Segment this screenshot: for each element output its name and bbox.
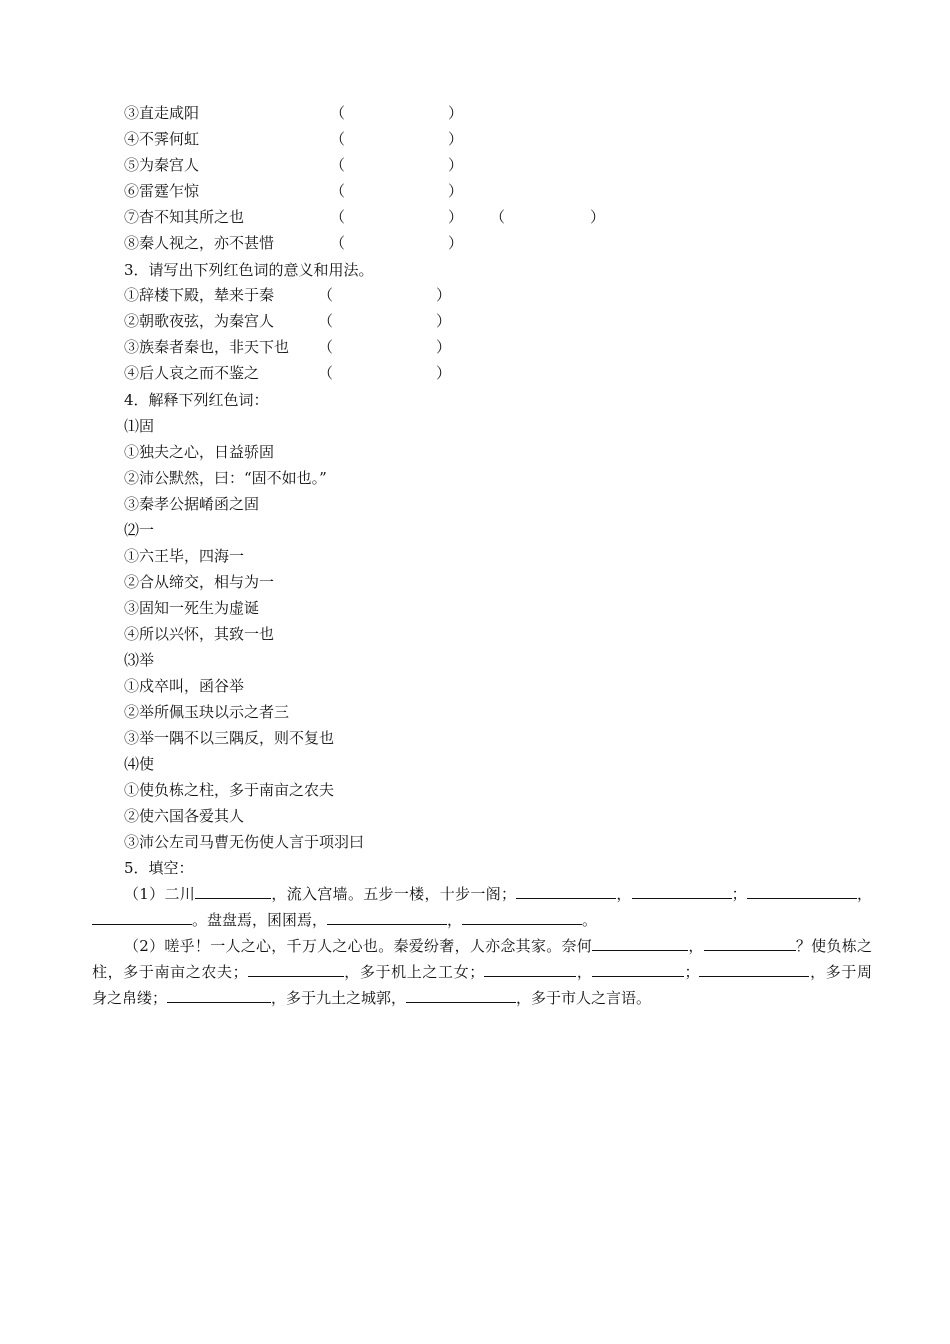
list-item: ③族秦者秦也，非天下也 [124,338,290,356]
fill-blank[interactable] [248,960,344,977]
group-heading: ⑴固 [124,417,155,435]
list-item: ①使负栋之柱，多于南亩之农夫 [124,781,335,799]
list-item: ①独夫之心，日益骄固 [124,443,275,461]
list-item: ①辞楼下殿，辇来于秦 [124,286,275,304]
answer-paren-open: （ [330,208,346,226]
answer-paren-close: ） [436,364,452,382]
answer-paren-open: （ [318,338,334,356]
list-item: ②使六国各爱其人 [124,807,245,825]
list-item: ②沛公默然，曰：“固不如也。” [124,469,327,487]
group-heading: ⑷使 [124,755,155,773]
q5-paragraph-2: （2）嗟乎！一人之心，千万人之心也。秦爱纷奢，人亦念其家。奈何 ， ？使负栋之柱，多于南亩之农夫； ，多于机上之工女； ， ； ，多于周身之帛缕； ，多于九土之城郭， ，多于市人之言语。 [92,933,872,1011]
q5-title: 5．填空： [124,859,194,877]
answer-paren-close: ） [436,312,452,330]
fill-blank[interactable] [632,882,732,899]
fill-blank[interactable] [406,986,516,1003]
answer-paren-close: ） [436,338,452,356]
answer-paren-open: （ [330,130,346,148]
fill-blank[interactable] [167,986,271,1003]
list-item: ③直走咸阳 [124,104,200,122]
list-item: ③沛公左司马曹无伤使人言于项羽曰 [124,833,365,851]
group-heading: ⑶举 [124,651,155,669]
answer-paren-open: （ [330,234,346,252]
answer-paren-close: ） [448,208,464,226]
answer-paren-open: （ [318,364,334,382]
list-item: ⑦杳不知其所之也 [124,208,245,226]
list-item: ⑤为秦宫人 [124,156,200,174]
list-item: ④后人哀之而不鉴之 [124,364,260,382]
list-item: ⑥雷霆乍惊 [124,182,200,200]
answer-paren-open: （ [330,182,346,200]
list-item: ③固知一死生为虚诞 [124,599,260,617]
list-item: ②合从缔交，相与为一 [124,573,275,591]
answer-paren-open: （ [330,156,346,174]
answer-paren-close: ） [590,208,606,226]
q3-title: 3．请写出下列红色词的意义和用法。 [124,261,374,279]
list-item: ③举一隅不以三隅反，则不复也 [124,729,335,747]
fill-blank[interactable] [592,960,684,977]
fill-blank[interactable] [327,908,447,925]
answer-paren-close: ） [448,156,464,174]
fill-blank[interactable] [704,934,796,951]
fill-blank[interactable] [92,908,192,925]
answer-paren-open: （ [330,104,346,122]
answer-paren-open: （ [318,286,334,304]
group-heading: ⑵一 [124,521,155,539]
fill-blank[interactable] [592,934,688,951]
list-item: ⑧秦人视之，亦不甚惜 [124,234,275,252]
q5-paragraph-1: （1）二川 ，流入宫墙。五步一楼，十步一阁； ， ； ，。盘盘焉，囷囷焉， ， 。 [92,881,872,933]
list-item: ①戍卒叫，函谷举 [124,677,245,695]
list-item: ③秦孝公据崤函之固 [124,495,260,513]
fill-blank[interactable] [195,882,271,899]
list-item: ④不霁何虹 [124,130,200,148]
fill-blank[interactable] [699,960,809,977]
fill-blank[interactable] [462,908,582,925]
answer-paren-close: ） [448,234,464,252]
answer-paren-open: （ [490,208,506,226]
list-item: ②举所佩玉玦以示之者三 [124,703,290,721]
fill-blank[interactable] [516,882,616,899]
list-item: ④所以兴怀，其致一也 [124,625,275,643]
answer-paren-close: ） [448,182,464,200]
answer-paren-close: ） [436,286,452,304]
list-item: ②朝歌夜弦，为秦宫人 [124,312,275,330]
answer-paren-close: ） [448,130,464,148]
list-item: ①六王毕，四海一 [124,547,245,565]
answer-paren-close: ） [448,104,464,122]
answer-paren-open: （ [318,312,334,330]
fill-blank[interactable] [484,960,576,977]
q4-title: 4．解释下列红色词： [124,391,269,409]
fill-blank[interactable] [747,882,857,899]
